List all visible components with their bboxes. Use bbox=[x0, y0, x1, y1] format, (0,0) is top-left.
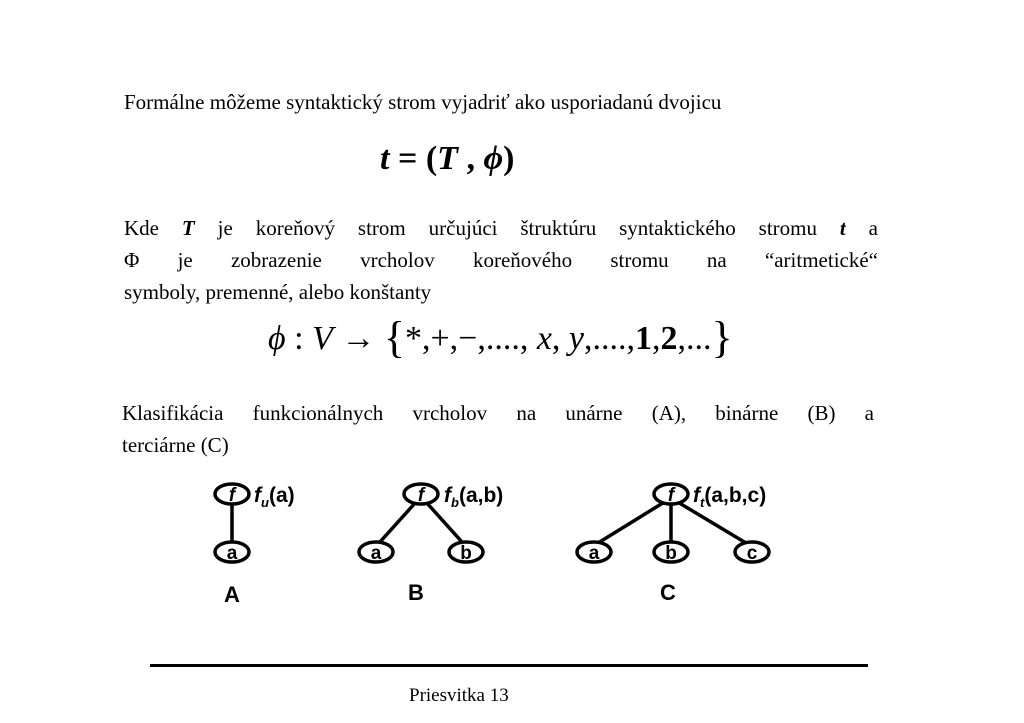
map-two: 2 bbox=[660, 320, 678, 357]
child-label: a bbox=[370, 543, 382, 564]
child-label: c bbox=[746, 543, 758, 564]
map-comma1: , bbox=[551, 320, 561, 357]
child-label: b bbox=[665, 543, 677, 564]
formula-mapping bbox=[268, 312, 733, 363]
map-close-brace: } bbox=[711, 313, 733, 362]
map-open-brace: { bbox=[383, 313, 405, 362]
intro-text: Formálne môžeme syntaktický strom vyjadriť ako usporiadanú dvojicu bbox=[124, 90, 722, 114]
function-label: $f_b(a,b)$ bbox=[444, 484, 504, 510]
definition-line-1 bbox=[124, 212, 878, 244]
definition-line-2: Φ je zobrazenie vrcholov koreňového stromu na “aritmetické“ bbox=[124, 248, 878, 272]
child-label: a bbox=[226, 543, 238, 564]
root-label: f bbox=[417, 485, 425, 506]
function-label: $f_u(a)$ bbox=[254, 484, 295, 510]
definition-line-3: symboly, premenné, alebo konštanty bbox=[124, 280, 432, 304]
tree-a bbox=[215, 484, 295, 607]
map-y: y bbox=[560, 320, 585, 357]
edge bbox=[676, 501, 746, 543]
tree-c bbox=[577, 484, 769, 605]
formula-close: ) bbox=[503, 140, 515, 177]
child-label: b bbox=[460, 543, 472, 564]
map-V: V bbox=[312, 320, 333, 357]
child-label: a bbox=[588, 543, 600, 564]
root-label: f bbox=[228, 485, 236, 506]
tree-label: C bbox=[660, 580, 676, 605]
classification-line-1: Klasifikácia funkcionálnych vrcholov na unárne (A), binárne (B) a bbox=[122, 401, 874, 425]
edge bbox=[598, 501, 666, 543]
function-label: $f_t(a,b,c)$ bbox=[693, 484, 767, 510]
map-arrow: → bbox=[332, 320, 384, 357]
map-phi: ϕ bbox=[268, 320, 286, 357]
classification-line-2: terciárne (C) bbox=[122, 433, 229, 457]
map-x: x bbox=[528, 320, 552, 357]
definition-t: t bbox=[839, 216, 846, 240]
tree-label: B bbox=[408, 580, 424, 605]
root-label: f bbox=[667, 485, 675, 506]
map-colon: : bbox=[285, 320, 313, 357]
map-ops: *,+,−,...., bbox=[404, 320, 529, 357]
classification-paragraph bbox=[122, 397, 874, 461]
map-tail: ,... bbox=[677, 320, 712, 357]
footer-divider bbox=[150, 664, 868, 667]
formula-eq: = ( bbox=[389, 140, 438, 177]
formula-T: T bbox=[437, 140, 458, 177]
edge bbox=[380, 502, 416, 542]
slide-number: Priesvitka 13 bbox=[409, 685, 509, 706]
formula-tree-pair bbox=[380, 140, 514, 178]
formula-sep: , bbox=[457, 140, 484, 177]
map-one: 1 bbox=[635, 320, 653, 357]
definition-text-c: a bbox=[845, 216, 878, 240]
formula-t: t bbox=[380, 140, 390, 177]
map-dots: ,...., bbox=[584, 320, 636, 357]
tree-b bbox=[359, 484, 503, 605]
definition-text-b: je koreňový strom určujúci štruktúru syntaktického stromu bbox=[194, 216, 840, 240]
definition-text-a: Kde bbox=[124, 216, 182, 240]
definition-paragraph bbox=[124, 212, 878, 308]
formula-phi: ϕ bbox=[483, 140, 504, 177]
map-comma2: , bbox=[652, 320, 661, 357]
definition-T: T bbox=[181, 216, 195, 240]
tree-label: A bbox=[224, 582, 240, 607]
tree-diagram bbox=[200, 470, 840, 610]
